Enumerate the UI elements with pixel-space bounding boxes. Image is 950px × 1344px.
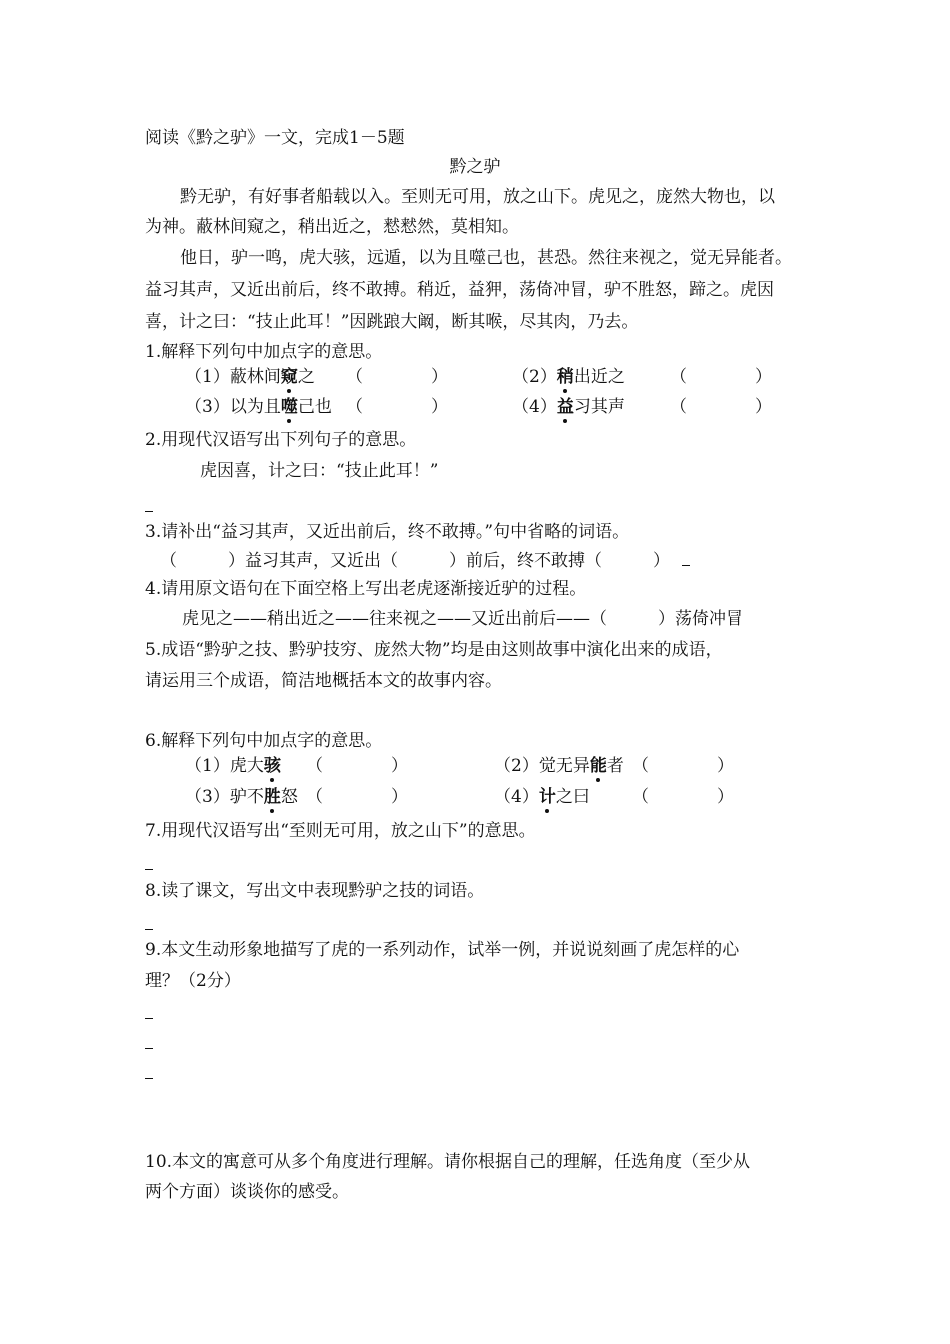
q6-item-1: （1）虎大骇: [185, 756, 281, 776]
answer-line[interactable]: [145, 1033, 153, 1055]
question-5-line1: 5.成语“黔驴之技、黔驴技穷、庞然大物”均是由这则故事中演化出来的成语，: [145, 640, 723, 660]
dotted-char: 噬: [280, 397, 298, 417]
q1-item-2: （2）稍出近之: [512, 367, 625, 387]
q6-item-2: （2）觉无异能者: [494, 756, 624, 776]
dotted-char: 稍: [556, 367, 574, 387]
q1-item-3-blank[interactable]: （ ）: [346, 397, 448, 417]
passage-title: 黔之驴: [449, 157, 501, 177]
answer-line[interactable]: [145, 496, 153, 518]
question-2-stem: 2.用现代汉语写出下列句子的意思。: [145, 430, 417, 450]
q6-item-4: （4）计之曰: [494, 787, 590, 807]
q6-item-3: （3）驴不胜怒: [185, 787, 298, 807]
q1-item-1-blank[interactable]: （ ）: [346, 367, 448, 387]
question-1-stem: 1.解释下列句中加点字的意思。: [145, 342, 383, 362]
q1-item-1: （1）蔽林间窥之: [185, 367, 315, 387]
answer-line[interactable]: [145, 914, 153, 936]
question-4-chain[interactable]: 虎见之——稍出近之——往来视之——又近出前后——（ ）荡倚冲冒: [182, 609, 743, 629]
dotted-char: 胜: [263, 787, 281, 807]
passage-p2-line1: 他日，驴一鸣，虎大骇，远遁，以为且噬己也，甚恐。然往来视之，觉无异能者。: [180, 248, 792, 268]
q6-item-1-blank[interactable]: （ ）: [306, 756, 408, 776]
question-3-stem: 3.请补出“益习其声，又近出前后，终不敢搏。”句中省略的词语。: [145, 522, 630, 542]
answer-line[interactable]: [145, 1003, 153, 1025]
passage-p1-line1: 黔无驴，有好事者船载以入。至则无可用，放之山下。虎见之，庞然大物也，以: [180, 187, 775, 207]
question-10-line1: 10.本文的寓意可从多个角度进行理解。请你根据自己的理解，任选角度（至少从: [145, 1152, 751, 1172]
reading-intro: 阅读《黔之驴》一文，完成1－5题: [145, 128, 405, 148]
question-3-fill[interactable]: （ ）益习其声，又近出（ ）前后，终不敢搏（ ）: [160, 550, 690, 572]
question-9-line1: 9.本文生动形象地描写了虎的一系列动作，试举一例，并说说刻画了虎怎样的心: [145, 940, 740, 960]
passage-p1-line2: 为神。蔽林间窥之，稍出近之，慭慭然，莫相知。: [145, 217, 519, 237]
question-10-line2: 两个方面）谈谈你的感受。: [145, 1182, 349, 1202]
q1-item-4-blank[interactable]: （ ）: [670, 397, 772, 417]
question-7-stem: 7.用现代汉语写出“至则无可用，放之山下”的意思。: [145, 821, 536, 841]
dotted-char: 能: [589, 756, 607, 776]
dotted-char: 窥: [280, 367, 298, 387]
question-6-stem: 6.解释下列句中加点字的意思。: [145, 731, 383, 751]
answer-line[interactable]: [145, 854, 153, 876]
passage-p2-line2: 益习其声，又近出前后，终不敢搏。稍近，益狎，荡倚冲冒，驴不胜怒，蹄之。虎因: [145, 280, 774, 300]
dotted-char: 骇: [263, 756, 281, 776]
dotted-char: 益: [556, 397, 574, 417]
q1-item-4: （4）益习其声: [512, 397, 625, 417]
question-9-line2: 理？（2分）: [145, 971, 241, 991]
q1-item-2-blank[interactable]: （ ）: [670, 367, 772, 387]
question-8-stem: 8.读了课文，写出文中表现黔驴之技的词语。: [145, 881, 485, 901]
question-4-stem: 4.请用原文语句在下面空格上写出老虎逐渐接近驴的过程。: [145, 579, 587, 599]
passage-p2-line3: 喜，计之曰：“技止此耳！”因跳踉大阚，断其喉，尽其肉，乃去。: [145, 312, 639, 332]
question-5-line2: 请运用三个成语，简洁地概括本文的故事内容。: [145, 671, 502, 691]
q6-item-4-blank[interactable]: （ ）: [632, 787, 734, 807]
dotted-char: 计: [538, 787, 556, 807]
question-2-sentence: 虎因喜，计之曰：“技止此耳！”: [200, 461, 439, 481]
answer-line[interactable]: [145, 1063, 153, 1085]
q6-item-2-blank[interactable]: （ ）: [632, 756, 734, 776]
q1-item-3: （3）以为且噬己也: [185, 397, 332, 417]
q6-item-3-blank[interactable]: （ ）: [306, 787, 408, 807]
